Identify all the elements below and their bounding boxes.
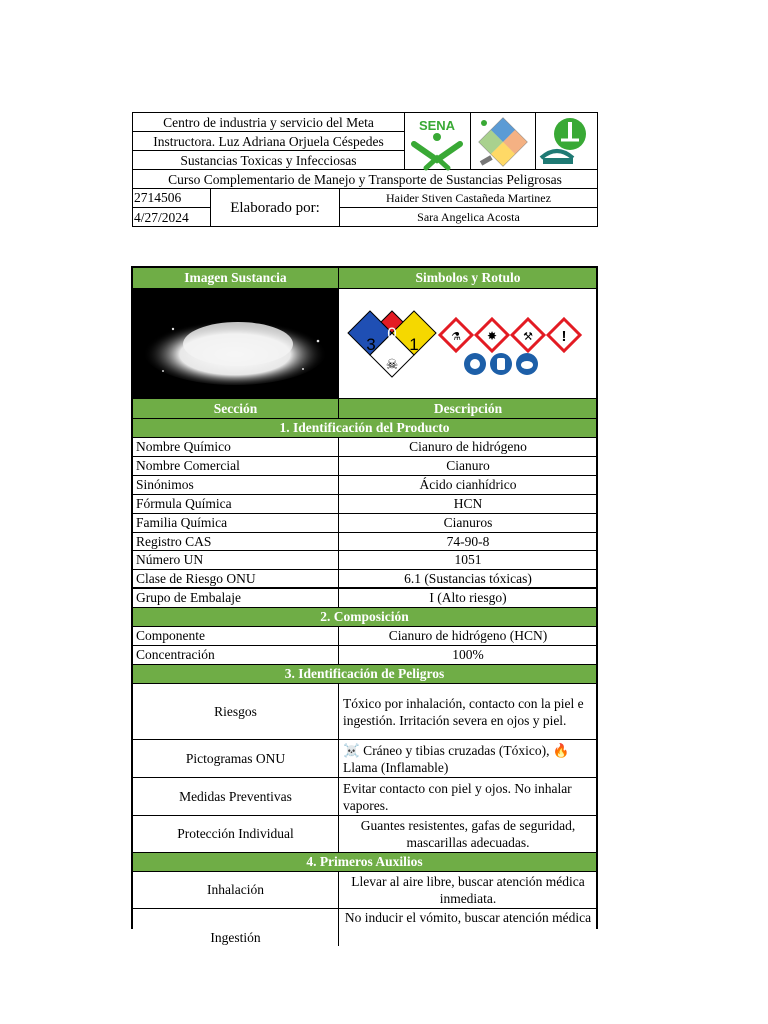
svg-text:⚗: ⚗: [451, 331, 461, 343]
nfpa-flammability-value: 0: [387, 324, 397, 343]
row-label: Nombre Comercial: [133, 457, 339, 475]
instructor-name: Instructora. Luz Adriana Orjuela Céspedes: [153, 133, 384, 149]
row-label: Componente: [133, 627, 339, 645]
subject-name: Sustancias Toxicas y Infecciosas: [180, 152, 357, 168]
row-label: Grupo de Embalaje: [133, 589, 339, 607]
table-row: [133, 495, 596, 514]
document-date: 4/27/2024: [134, 209, 189, 225]
sena-logo-text: SENA: [418, 118, 456, 133]
ghs-oxidizer-pictogram: [440, 319, 472, 351]
row-value: No inducir el vómito, buscar atención médica: [344, 910, 592, 925]
row-label: Riesgos: [133, 684, 339, 739]
course-name: Curso Complementario de Manejo y Transporte de Sustancias Peligrosas: [168, 171, 562, 187]
row-label: Registro CAS: [133, 533, 339, 550]
table-row: [133, 570, 596, 589]
row-label: Concentración: [133, 646, 339, 664]
row-value: 74-90-8: [446, 533, 490, 549]
row-value: ☠️ Cráneo y tibias cruzadas (Tóxico), 🔥 Llama (Inflamable): [343, 742, 570, 775]
ghs-exclamation-pictogram: [548, 319, 580, 351]
row-value: 100%: [452, 647, 484, 662]
table-row: [133, 457, 596, 476]
row-label: Protección Individual: [133, 816, 339, 852]
row-value: Tóxico por inhalación, contacto con la piel e ingestión. Irritación severa en ojos y piel.: [343, 695, 584, 728]
sena-logo: [406, 114, 468, 169]
substance-photo: [133, 289, 339, 398]
table-row: [133, 872, 596, 909]
ppe-gloves-icon: [464, 353, 486, 375]
hazard-symbols: [340, 289, 596, 398]
table-row: [133, 684, 596, 740]
nfpa-diamond: [348, 311, 436, 377]
col-image-header: Imagen Sustancia: [133, 268, 339, 288]
row-value: HCN: [453, 496, 483, 511]
row-label: Inhalación: [133, 872, 339, 908]
row-label: Medidas Preventivas: [133, 778, 339, 815]
table-header-row: [133, 268, 596, 289]
image-symbols-row: [133, 289, 596, 399]
nfpa-health-value: 3: [366, 335, 376, 354]
table-row: [133, 646, 596, 665]
section-title: 4. Primeros Auxilios: [133, 853, 596, 872]
safety-data-table: [131, 266, 598, 945]
table-row: [133, 476, 596, 495]
environmental-logo: [537, 114, 597, 169]
author-2: Sara Angelica Acosta: [417, 210, 520, 224]
row-label: Ingestión: [133, 909, 339, 946]
svg-text:!: !: [561, 328, 567, 345]
environment-emblem-logo: [472, 114, 534, 169]
svg-text:⚒: ⚒: [523, 331, 533, 343]
row-label: Nombre Químico: [133, 438, 339, 456]
table-row: [133, 909, 596, 946]
row-label: Fórmula Química: [133, 495, 339, 513]
table-row: [133, 533, 596, 551]
table-row: [133, 589, 596, 608]
center-name: Centro de industria y servicio del Meta: [163, 114, 374, 130]
row-value: Cianuro de hidrógeno: [409, 439, 527, 454]
course-code: 2714506: [134, 190, 182, 205]
elaborated-by-label: Elaborado por:: [230, 199, 320, 216]
table-row: [133, 627, 596, 646]
table-row: [133, 740, 596, 778]
ppe-apron-icon: [490, 353, 512, 375]
row-value: I (Alto riesgo): [429, 590, 507, 605]
ppe-mask-icon: [516, 353, 538, 375]
row-label: Número UN: [133, 551, 339, 569]
row-label: Sinónimos: [133, 476, 339, 494]
section-description-header: [133, 399, 596, 419]
row-value: 6.1 (Sustancias tóxicas): [404, 570, 532, 586]
row-label: Clase de Riesgo ONU: [133, 570, 339, 587]
table-row: [133, 551, 596, 570]
row-label: Familia Química: [133, 514, 339, 532]
row-value: Cianuro de hidrógeno (HCN): [388, 628, 548, 643]
ghs-corrosive-pictogram: [512, 319, 544, 351]
table-row: [133, 514, 596, 533]
section-title: 3. Identificación de Peligros: [133, 665, 596, 684]
ghs-health-hazard-pictogram: [476, 319, 508, 351]
row-value: Cianuros: [443, 515, 493, 530]
row-value: 1051: [454, 552, 482, 567]
table-row: [133, 438, 596, 457]
row-value: Evitar contacto con piel y ojos. No inhalar vapores.: [343, 780, 572, 813]
document-header: [132, 112, 598, 227]
table-row: [133, 778, 596, 816]
row-value: Ácido cianhídrico: [419, 477, 517, 492]
svg-text:☠: ☠: [385, 358, 399, 373]
row-value: Llevar al aire libre, buscar atención médica inmediata.: [351, 874, 585, 906]
table-row: [133, 816, 596, 853]
section-title: 1. Identificación del Producto: [133, 419, 596, 438]
col-description-header: Descripción: [433, 400, 503, 416]
nfpa-reactivity-value: 1: [409, 335, 419, 354]
col-section-header: Sección: [133, 399, 339, 418]
col-symbols-header: Simbolos y Rotulo: [415, 270, 521, 285]
row-value: Cianuro: [446, 458, 490, 473]
author-1: Haider Stiven Castañeda Martinez: [386, 190, 551, 205]
row-label: Pictogramas ONU: [133, 740, 339, 777]
svg-text:✸: ✸: [486, 329, 498, 343]
section-title: 2. Composición: [133, 608, 596, 627]
row-value: Guantes resistentes, gafas de seguridad, mascarillas adecuadas.: [360, 818, 576, 850]
